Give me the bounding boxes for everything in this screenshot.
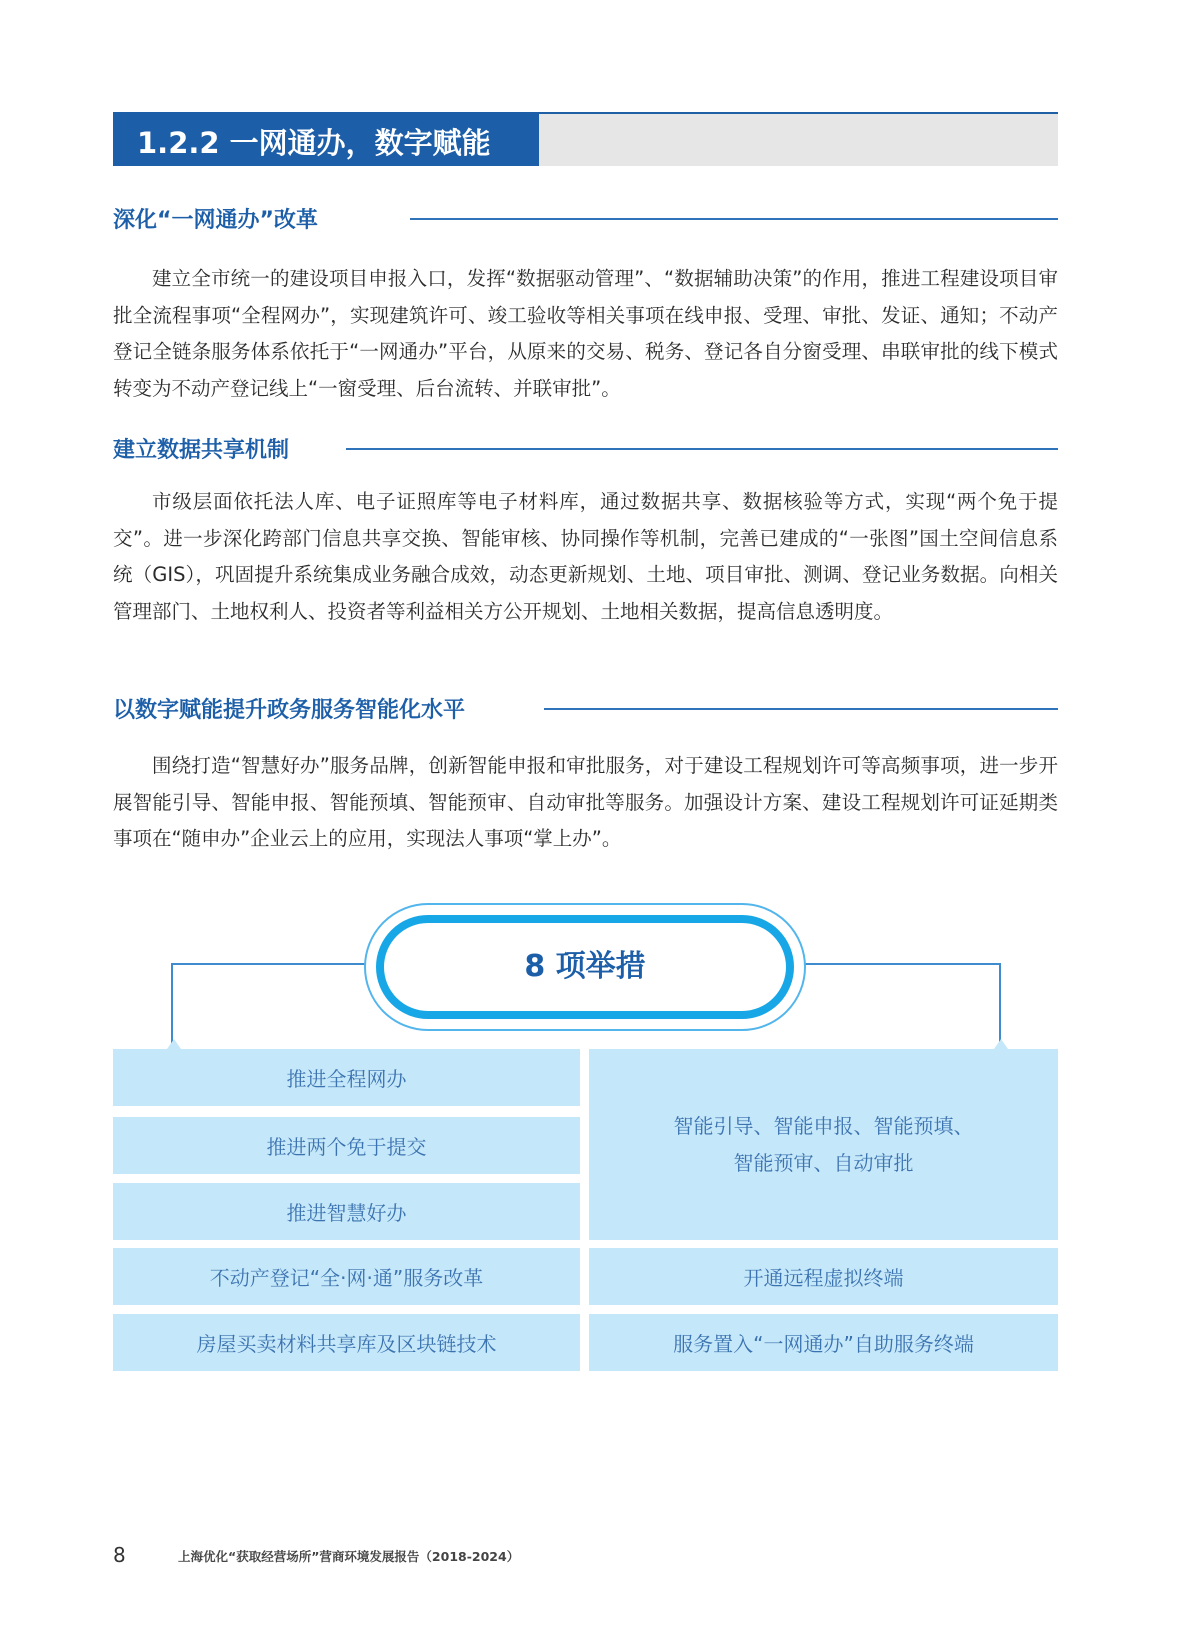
paragraph-3-line-2: 事项，进一步开展智能引导、智能申报、智能预填、智能预审、自动审批等服务。加强设计方案、 [113,754,1058,814]
subsection-rule-1 [410,218,1058,220]
right-connector-line [799,963,1001,1047]
paragraph-2-line-1: 市级层面依托法人库、电子证照库等电子材料库，通过数据共享、数据核验等方式，实现“两 [152,490,978,513]
paragraph-1-line-1: 建立全市统一的建设项目申报入口，发挥“数据驱动管理”、“数据辅助决策”的作用，推 [152,267,901,290]
subsection-heading-2: 建立数据共享机制 [113,438,290,463]
footer-report-title: 上海优化“获取经营场所”营商环境发展报告（2018-2024） [178,1549,520,1564]
center-pill-label: 8 项举措 [524,949,646,984]
subsection-heading-3: 以数字赋能提升政务服务智能化水平 [113,698,466,723]
paragraph-2 [113,484,1058,630]
measure-box-tall-line-2: 智能预审、自动审批 [733,1150,914,1175]
paragraph-2-line-5: 土地相关数据，提高信息透明度。 [600,599,894,623]
paragraph-2-line-3: 张图”国土空间信息系统（GIS），巩固提升系统集成业务融合成效，动态更新规划、土地、项 [113,526,1058,586]
paragraph-1-line-4: 登记各自分窗受理、串联审批的线下模式转变为不动产登记线上“一窗受理、后台流转、并联审批”。 [113,340,1058,400]
measure-box-tall [589,1049,1058,1240]
paragraph-3-line-3: 建设工程规划许可证延期类事项在“随申办”企业云上的应用，实现法人事项“掌上办”。 [113,790,1058,850]
section-banner [113,112,1058,166]
paragraph-1-line-3: 审批、发证、通知；不动产登记全链条服务体系依托于“一网通办”平台，从原来的交易、税务、 [113,303,1058,363]
subsection-rule-2 [346,448,1058,450]
subsection-heading-1: 深化“一网通办”改革 [113,208,318,233]
paragraph-3 [113,748,1058,858]
measure-box: 服务置入“一网通办”自助服务终端 [589,1314,1058,1371]
paragraph-2-line-2: 个免于提交”。进一步深化跨部门信息共享交换、智能审核、协同操作等机制，完善已建成的“一 [113,490,1058,550]
section-title: 1.2.2 一网通办，数字赋能 [137,126,491,160]
paragraph-3-line-1: 围绕打造“智慧好办”服务品牌，创新智能申报和审批服务，对于建设工程规划许可等高频 [152,754,921,777]
subsection-rule-3 [544,708,1058,710]
measure-box: 开通远程虚拟终端 [589,1248,1058,1305]
measure-box: 推进全程网办 [113,1049,580,1106]
left-connector-line [171,963,373,1047]
measure-box: 不动产登记“全·网·通”服务改革 [113,1248,580,1305]
page-number: 8 [113,1543,126,1567]
measure-box-tall-line-1: 智能引导、智能申报、智能预填、 [673,1113,974,1138]
paragraph-1-line-2: 进工程建设项目审批全流程事项“全程网办”，实现建筑许可、竣工验收等相关事项在线申报、受理、 [113,267,1058,327]
paragraph-1 [113,261,1058,407]
paragraph-2-line-4: 目审批、测调、登记业务数据。向相关管理部门、土地权利人、投资者等利益相关方公开规划、 [113,563,1058,623]
left-connector-arrow [167,1039,181,1049]
measure-box: 推进智慧好办 [113,1183,580,1240]
banner-title-block [113,112,539,166]
right-connector-arrow [994,1039,1008,1049]
measure-box: 推进两个免于提交 [113,1117,580,1174]
measure-box: 房屋买卖材料共享库及区块链技术 [113,1314,580,1371]
